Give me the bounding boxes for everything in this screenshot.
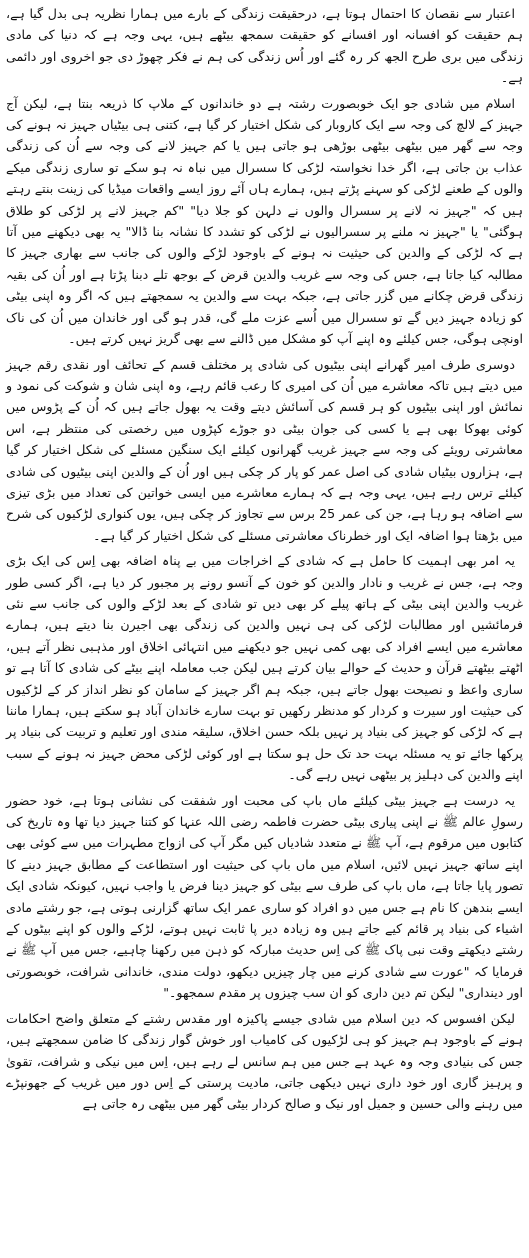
paragraph-conclusion: لیکن افسوس کہ دین اسلام میں شادی جیسے پاکیزہ اور مقدس رشتے کے متعلق واضح احکامات ہونے کے باوجود ہم جہیز کو ہی لڑکیوں کی کامیاب اور خوش گوار زندگی کا ضامن سمجھتے ہیں، جس کی بنیادی وجہ وہ عہد ہے جس میں ہم سانس لے رہے ہیں، اِس میں نیکی و شرافت، تقویٰ و پرہیز گاری اور خود داری نہیں دیکھی جاتی، مادیت پرستی کے اِس دور میں غریب کے جھونپڑے میں رہنے والی حسین و جمیل اور نیک و صالح کردار بیٹی گھر میں بیٹھی رہ جاتی ہے (6, 1010, 523, 1112)
paragraph-wealthy-families: دوسری طرف امیر گھرانے اپنی بیٹیوں کی شادی پر مختلف قسم کے تحائف اور نقدی رقم جہیز میں دیتے ہیں تاکہ معاشرے میں اُن کی امیری کا رعب قائم رہے، وہ اپنی شان و شوکت کی نمود و نمائش اور اپنی بیٹیوں کو ہر قسم کی آسائش دیتے وقت یہ بھول جاتے ہیں کہ اُن کے پڑوس میں کوئی بھوکا بھی ہے یا کسی کی جوان بیٹی دو جوڑے کپڑوں میں رخصتی کی منتظر ہے، اس معاشرتی رویئے کی وجہ سے جہیز غریب گھرانوں کیلئے ایک سنگین مسئلے کی شکل اختیار کر گیا ہے، ہزاروں بیٹیاں شادی کی اصل عمر کو پار کر چکی ہیں اور اُن کے والدین اپنی بیٹیوں کی شادی کیلئے ترس رہے ہیں، یہی وجہ ہے کہ ہمارے معاشرے میں ایسی خواتین کی تعداد میں بڑی تیزی سے اضافہ ہو رہا ہے، جن کی عمر 25 برس سے تجاوز کر چکی ہیں، یوں کنواری لڑکیوں کی شرح میں بڑھتا ہوا اضافہ ایک اور خطرناک معاشرتی مسئلے کی شکل اختیار کر گیا ہے۔ (6, 356, 523, 543)
paragraph-islamic-view: یہ درست ہے جہیز بیٹی کیلئے ماں باپ کی محبت اور شفقت کی نشانی ہوتا ہے، خود حضور رسولِ عالم ﷺ نے اپنی پیاری بیٹی حضرت فاطمہ رضی اللہ عنہا کو کتنا جہیز دیا تھا وہ تاریخ کی کتابوں میں مرقوم ہے، آپ ﷺ نے متعدد شادیاں کیں مگر آپ کی ازواج مطہرات میں سے کوئی بھی اپنے ساتھ جہیز نہیں لائیں، اسلام میں ماں باپ کی حیثیت اور استطاعت کے مطابق جہیز دینے کا تصور پایا جاتا ہے، ماں باپ کی طرف سے بیٹی کو جہیز دینا فرض یا واجب نہیں، کیونکہ شادی ایک ایسے بندھن کا نام ہے جس میں دو افراد کو ساری عمر ایک ساتھ گزارنی ہوتی ہے، جو رشتے مادی اشیاء کی بنیاد پر قائم کیے جاتے ہیں وہ زیادہ دیر پا ثابت نہیں ہوتے، لڑکے والوں کو اپنے بیٹوں کے رشتے دیکھتے وقت نبی پاک ﷺ کی اِس حدیث مبارکہ کو ذہن میں رکھنا چاہیے، جس میں آپ ﷺ نے فرمایا کہ "عورت سے شادی کرنے میں چار چیزیں دیکھو، دولت مندی، خاندانی شرافت، خوبصورتی اور دینداری" لیکن تم دین داری کو ان سب چیزوں پر مقدم سمجھو۔" (6, 792, 523, 1001)
paragraph-intro: اعتبار سے نقصان کا احتمال ہوتا ہے، درحقیقت زندگی کے بارے میں ہمارا نظریہ ہی بدل گیا ہے، ہم حقیقت کو افسانہ اور افسانے کو حقیقت سمجھ بیٹھے ہیں، یہی وجہ ہے کہ دنیا کی مادی زندگی میں بری طرح الجھ کر رہ گئے اور اُس زندگی کی ہم نے فکر چھوڑ دی جو اخروی اور دائمی ہے۔ (6, 6, 523, 86)
paragraph-dowry-business: اسلام میں شادی جو ایک خوبصورت رشتہ ہے دو خاندانوں کے ملاپ کا ذریعہ بنتا ہے، لیکن آج جہیز کے لالچ کی وجہ سے ایک کاروبار کی شکل اختیار کر گیا ہے، کتنی ہی بیٹیاں جہیز نہ ہونے کی وجہ سے گھر میں بیٹھی بیٹھی بوڑھی ہو جاتی ہیں یا کم جہیز لانے کی وجہ سے اُن کی زندگی عذاب بن جاتی ہے، اگر خدا نخواستہ لڑکی کا سسرال میں نباہ نہ ہو سکے تو ساری زندگی میکے والوں کے طعنے لڑکی کو سہنے پڑتے ہیں، ہمارے ہاں آئے روز ایسے واقعات میڈیا کی زینت بنتے رہتے ہیں کہ "جہیز نہ لانے پر سسرال والوں نے دلہن کو جلا دیا" "کم جہیز لانے پر لڑکی کو طلاق ہوگئی" یا "جہیز نہ ملنے پر سسرالیوں نے لڑکی کو تشدد کا نشانہ بنا ڈالا" یہ بھی دیکھنے میں آتا ہے کہ لڑکی کے والدین کی حیثیت نہ ہونے کے باوجود لڑکے والوں کی جانب سے بھاری جہیز کا مطالبہ کیا جاتا ہے، جس کی وجہ سے غریب والدین قرض کے بوجھ تلے دبنا پڑتا ہے اور اُن کی بقیہ زندگی قرض چکانے میں گزر جاتی ہے، جبکہ بہت سے والدین یہ سمجھتے ہیں کہ اگر وہ اپنی بیٹی کو زیادہ جہیز دیں گے تو سسرال میں اُسے عزت ملے گی، قدر ہو گی اور خاندان میں اُن کی ناک اونچی ہوگی، جس کیلئے وہ اپنے آپ کو مشکل میں ڈالنے سے بھی گریز نہیں کرتے ہیں۔ (6, 95, 523, 347)
paragraph-wedding-expenses: یہ امر بھی اہمیت کا حامل ہے کہ شادی کے اخراجات میں بے پناہ اضافہ بھی اِس کی ایک بڑی وجہ ہے، جس نے غریب و نادار والدین کو خون کے آنسو رونے پر مجبور کر دیا ہے، اگر کسی طور غریب والدین اپنی بیٹی کے ہاتھ پیلے کر بھی دیں تو شادی کے بعد لڑکے والوں کی جانب سے نئی فرمائشیں اور مطالبات لڑکی کی ہی نہیں والدین کی زندگی بھی اجیرن بنا دیتے ہیں، ہمارے معاشرے میں ایسے افراد کی بھی کمی نہیں جو دیکھنے میں انتہائی اخلاق اور مذہبی نظر آتے ہیں، اٹھتے بیٹھتے قرآن و حدیث کے حوالے بیان کرتے ہیں لیکن جب معاملہ اپنے بیٹے کی شادی کا آتا ہے تو ساری واعظ و نصیحت بھول جاتے ہیں، جبکہ ہم اگر جہیز کے سامان کو نظر انداز کر کے لڑکیوں کی حیثیت اور سیرت و کردار کو مدنظر رکھیں تو بہت سارے خاندان آباد ہو سکتے ہیں، ہمارا ماننا ہے کہ لڑکی کو جہیز کی بنیاد پر نہیں بلکہ حسن اخلاق، سلیقہ مندی اور تعلیم و تربیت کی بنیاد پر پرکھا جائے تو یہ مسئلہ بہت حد تک حل ہو سکتا ہے اور کوئی لڑکی محض جہیز نہ ہونے کے سبب اپنے والدین کی دہلیز پر بیٹھی نہیں رہے گی۔ (6, 553, 523, 783)
